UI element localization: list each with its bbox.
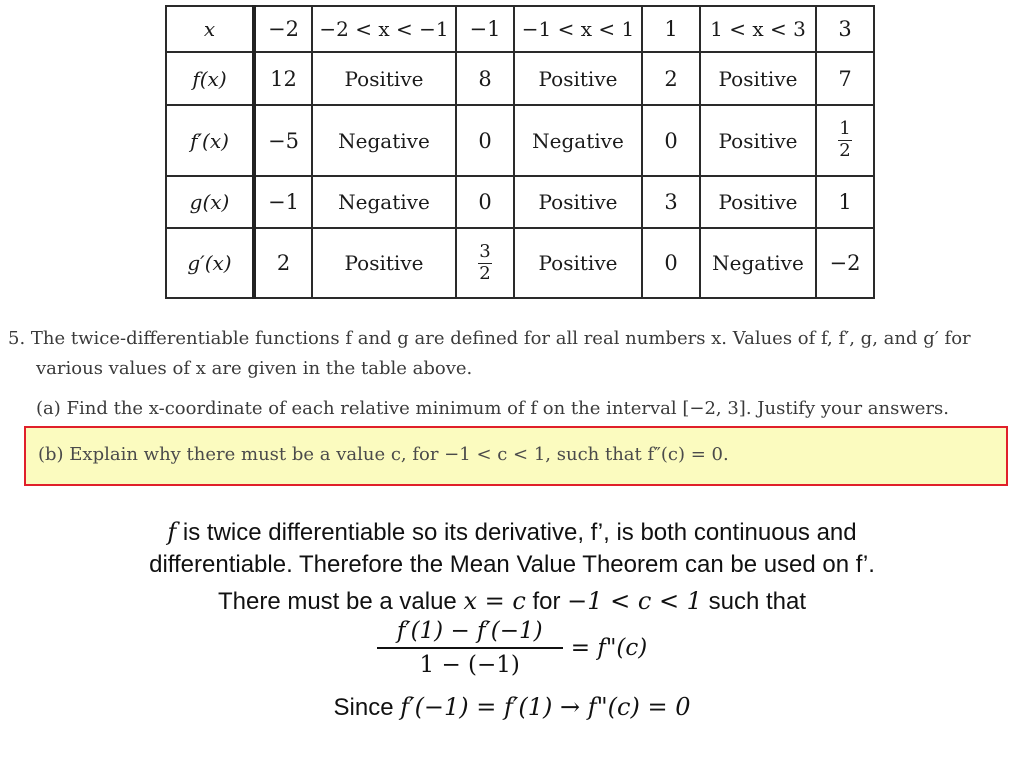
table-cell: Negative — [312, 105, 456, 176]
table-header-row — [166, 6, 874, 52]
table-cell: Positive — [700, 176, 816, 228]
table-cell: 0 — [642, 228, 700, 298]
problem-part-a: (a) Find the x-coordinate of each relative minimum of f on the interval [−2, 3]. Justify your answers. — [36, 398, 949, 419]
math-f: f — [167, 518, 177, 546]
difference-quotient — [377, 618, 563, 678]
table-cell: Positive — [312, 228, 456, 298]
table-cell: Positive — [700, 105, 816, 176]
math-x-equals-c: x = c — [463, 587, 526, 615]
table-cell: 0 — [456, 176, 514, 228]
table-cell: 0 — [642, 105, 700, 176]
table-row-f-prime — [166, 105, 874, 176]
explanation-text: Since — [333, 694, 401, 721]
table-cell: Positive — [514, 52, 642, 105]
table-row-g-prime — [166, 228, 874, 298]
table-cell-fraction — [456, 228, 514, 298]
explanation-line3 — [0, 587, 1024, 616]
problem-part-b: (b) Explain why there must be a value c, for −1 < c < 1, such that f″(c) = 0. — [38, 444, 729, 465]
explanation-text: is twice differentiable so its derivative, f’, is both continuous and — [176, 519, 857, 546]
table-cell: 8 — [456, 52, 514, 105]
highlighted-part-b — [24, 426, 1008, 486]
values-table — [165, 5, 875, 299]
table-cell: Negative — [312, 176, 456, 228]
stacked-fraction — [478, 240, 492, 284]
problem-statement-line2: various values of x are given in the table above. — [36, 358, 473, 379]
header-cell: −1 < x < 1 — [514, 6, 642, 52]
header-cell: x — [166, 6, 254, 52]
explanation-line2: differentiable. Therefore the Mean Value Theorem can be used on f’. — [149, 551, 875, 578]
header-cell: −2 — [254, 6, 312, 52]
fraction-numerator: 3 — [479, 240, 491, 262]
row-label: g′(x) — [166, 228, 254, 298]
header-cell: −1 — [456, 6, 514, 52]
table-cell: Positive — [514, 176, 642, 228]
header-cell: −2 < x < −1 — [312, 6, 456, 52]
equation-rhs: = f"(c) — [570, 635, 648, 661]
explanation-conclusion — [0, 693, 1024, 722]
quotient-bar — [377, 647, 563, 649]
table-cell: −5 — [254, 105, 312, 176]
table-cell: 2 — [254, 228, 312, 298]
table-cell: 2 — [642, 52, 700, 105]
fraction-denominator: 2 — [479, 262, 491, 284]
row-label: f(x) — [166, 52, 254, 105]
math-interval: −1 < c < 1 — [567, 587, 702, 615]
row-label: g(x) — [166, 176, 254, 228]
quotient-denominator: 1 − (−1) — [419, 652, 520, 678]
table-cell: Positive — [312, 52, 456, 105]
explanation-line1 — [0, 518, 1024, 547]
table-cell: −2 — [816, 228, 874, 298]
table-cell: Negative — [514, 105, 642, 176]
problem-statement-line1: 5. The twice-differentiable functions f and g are defined for all real numbers x. Values of f, f′, g, and g′ for — [8, 328, 971, 349]
stacked-fraction — [838, 120, 852, 161]
table-cell: Positive — [700, 52, 816, 105]
row-label: f′(x) — [166, 105, 254, 176]
quotient-numerator: f′(1) − f′(−1) — [396, 618, 543, 644]
table-row-g — [166, 176, 874, 228]
table-cell: 0 — [456, 105, 514, 176]
table-cell: Positive — [514, 228, 642, 298]
fraction-denominator: 2 — [839, 140, 851, 161]
mvt-equation — [0, 618, 1024, 678]
explanation-text: such that — [701, 588, 807, 615]
explanation-text: There must be a value — [217, 588, 464, 615]
table-cell: −1 — [254, 176, 312, 228]
header-cell: 1 — [642, 6, 700, 52]
table-cell: Negative — [700, 228, 816, 298]
table-cell: 1 — [816, 176, 874, 228]
math-conclusion: f′(−1) = f′(1) → f"(c) = 0 — [400, 693, 691, 721]
header-cell: 3 — [816, 6, 874, 52]
table-cell: 3 — [642, 176, 700, 228]
explanation-text: for — [525, 588, 568, 615]
table-row-f — [166, 52, 874, 105]
table-cell: 12 — [254, 52, 312, 105]
fraction-numerator: 1 — [839, 118, 851, 140]
table-cell-fraction — [816, 105, 874, 176]
header-cell: 1 < x < 3 — [700, 6, 816, 52]
table-cell: 7 — [816, 52, 874, 105]
